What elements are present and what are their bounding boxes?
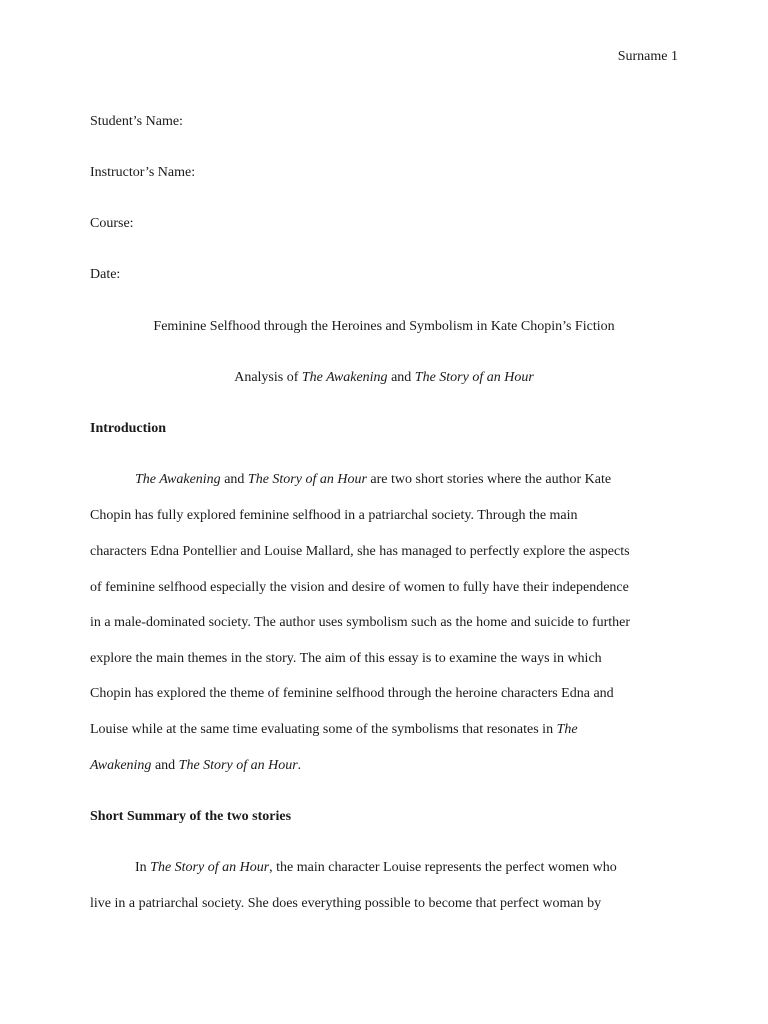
paragraph-line: in a male-dominated society. The author uses symbolism such as the home and suicide to further bbox=[90, 615, 631, 630]
work-title: The Story of an Hour bbox=[178, 758, 298, 773]
paragraph-line: Awakening and The Story of an Hour. bbox=[90, 758, 302, 773]
instructor-name-line: Instructor’s Name: bbox=[90, 165, 196, 180]
work-title: The Awakening bbox=[301, 370, 388, 385]
section-heading-summary: Short Summary of the two stories bbox=[90, 809, 292, 824]
paragraph-line: explore the main themes in the story. The aim of this essay is to examine the ways in which bbox=[90, 651, 602, 666]
paragraph-line: In The Story of an Hour, the main character Louise represents the perfect women who bbox=[135, 860, 617, 875]
essay-subtitle: Analysis of The Awakening and The Story of an Hour bbox=[234, 370, 534, 385]
work-title: The Story of an Hour bbox=[247, 472, 367, 487]
work-title: The Story of an Hour bbox=[150, 860, 270, 875]
running-head: Surname 1 bbox=[617, 49, 678, 64]
work-title: Awakening bbox=[90, 758, 152, 773]
paragraph-line: of feminine selfhood especially the vision and desire of women to fully have their independence bbox=[90, 580, 629, 595]
essay-title: Feminine Selfhood through the Heroines and Symbolism in Kate Chopin’s Fiction bbox=[153, 319, 615, 334]
course-line: Course: bbox=[90, 216, 134, 231]
student-name-line: Student’s Name: bbox=[90, 114, 183, 129]
work-title: The Awakening bbox=[135, 472, 221, 487]
paragraph-line: characters Edna Pontellier and Louise Mallard, she has managed to perfectly explore the aspects bbox=[90, 544, 630, 559]
paragraph-line: Louise while at the same time evaluating some of the symbolisms that resonates in The bbox=[90, 722, 578, 737]
paragraph-line: Chopin has fully explored feminine selfhood in a patriarchal society. Through the main bbox=[90, 508, 578, 523]
paragraph-line: Chopin has explored the theme of feminine selfhood through the heroine characters Edna and bbox=[90, 686, 614, 701]
work-title: The Story of an Hour bbox=[414, 370, 534, 385]
paragraph-line: live in a patriarchal society. She does everything possible to become that perfect woman by bbox=[90, 896, 602, 911]
section-heading-introduction: Introduction bbox=[90, 421, 166, 436]
work-title: The bbox=[556, 722, 578, 737]
paragraph-line: The Awakening and The Story of an Hour are two short stories where the author Kate bbox=[135, 472, 612, 487]
date-line: Date: bbox=[90, 267, 121, 282]
